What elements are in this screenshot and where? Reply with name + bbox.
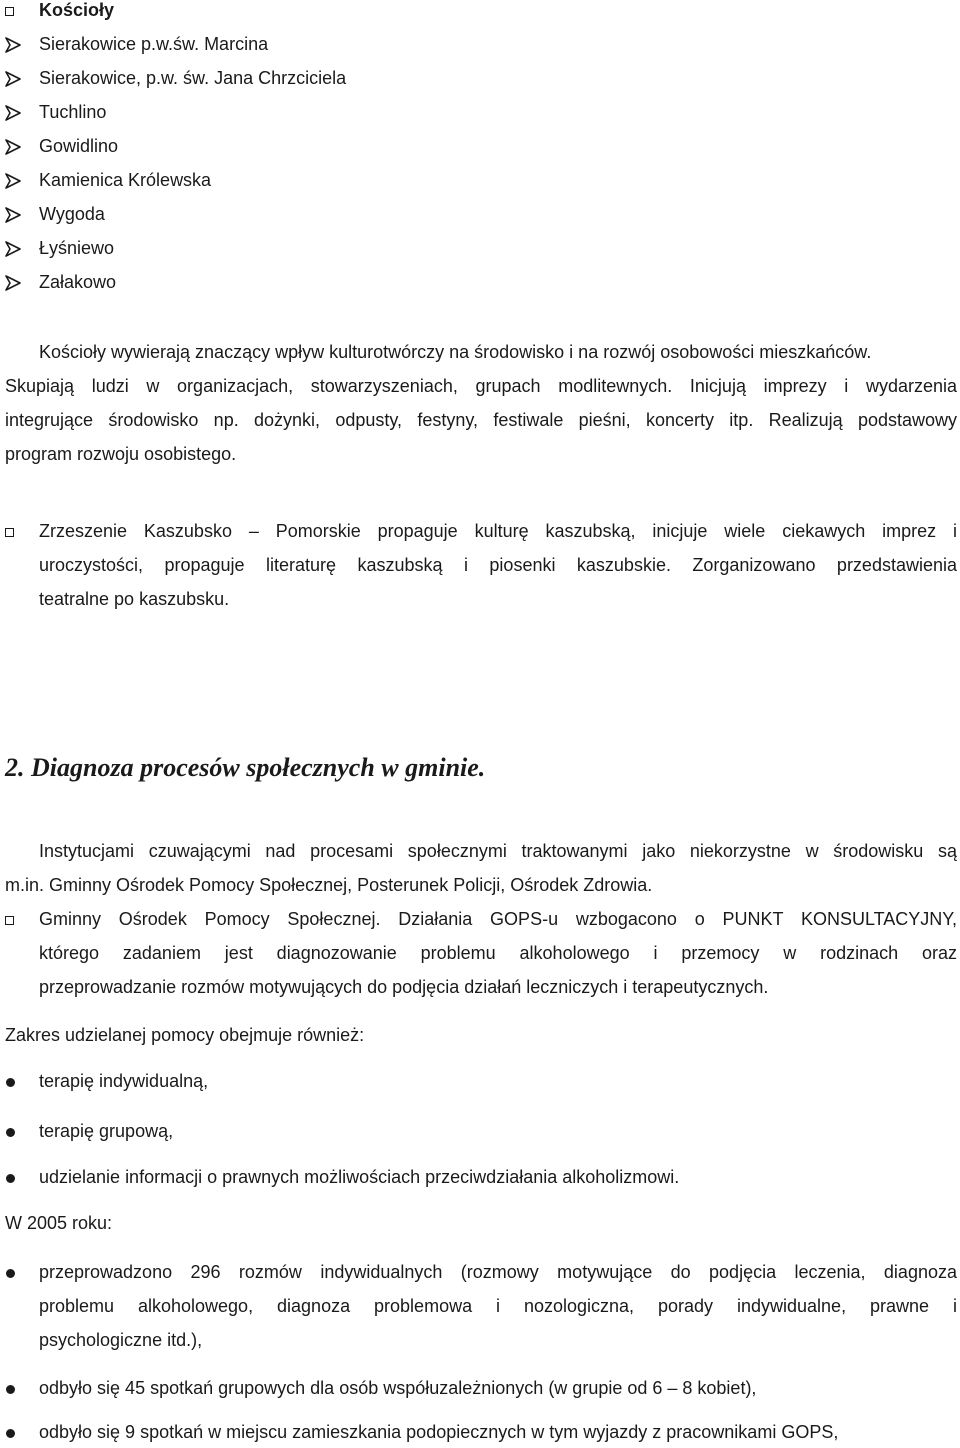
paragraph-line: integrujące środowisko np. dożynki, odpusty, festyny, festiwale pieśni, koncerty itp. Realizują podstawowy bbox=[5, 410, 957, 430]
year-title: W 2005 roku: bbox=[5, 1213, 113, 1233]
arrow-bullet-icon bbox=[4, 105, 22, 121]
paragraph-line: Zrzeszenie Kaszubsko – Pomorskie propaguje kulturę kaszubską, inicjuje wiele ciekawych imprez i bbox=[39, 521, 957, 541]
scope-title: Zakres udzielanej pomocy obejmuje również: bbox=[5, 1025, 365, 1045]
list-item: terapię grupową, bbox=[39, 1121, 174, 1141]
list-item: Łyśniewo bbox=[39, 238, 115, 258]
arrow-bullet-icon bbox=[4, 241, 22, 257]
bullet-dot-icon bbox=[6, 1429, 15, 1438]
list-item: Wygoda bbox=[39, 204, 105, 224]
list-item: Tuchlino bbox=[39, 102, 107, 122]
list-item: Sierakowice, p.w. św. Jana Chrzciciela bbox=[39, 68, 347, 88]
paragraph-line: m.in. Gminny Ośrodek Pomocy Społecznej, Posterunek Policji, Ośrodek Zdrowia. bbox=[5, 875, 653, 895]
paragraph-line: Kościoły wywierają znaczący wpływ kulturotwórczy na środowisko i na rozwój osobowości mieszkańców. bbox=[39, 342, 872, 362]
arrow-bullet-icon bbox=[4, 275, 22, 291]
bullet-dot-icon bbox=[6, 1385, 15, 1394]
list-item: Gowidlino bbox=[39, 136, 119, 156]
list-item: Kamienica Królewska bbox=[39, 170, 212, 190]
paragraph-line: którego zadaniem jest diagnozowanie problemu alkoholowego i przemocy w rodzinach oraz bbox=[39, 943, 957, 963]
arrow-bullet-icon bbox=[4, 173, 22, 189]
paragraph-line: teatralne po kaszubsku. bbox=[39, 589, 230, 609]
arrow-bullet-icon bbox=[4, 37, 22, 53]
arrow-bullet-icon bbox=[4, 139, 22, 155]
checkbox-square-icon bbox=[5, 7, 14, 16]
list-item: terapię indywidualną, bbox=[39, 1071, 209, 1091]
paragraph-line: przeprowadzanie rozmów motywujących do podjęcia działań leczniczych i terapeutycznych. bbox=[39, 977, 769, 997]
section-heading: 2. Diagnoza procesów społecznych w gminie. bbox=[5, 753, 486, 782]
bullet-dot-icon bbox=[6, 1269, 15, 1278]
paragraph-line: psychologiczne itd.), bbox=[39, 1330, 203, 1350]
list-item: Załakowo bbox=[39, 272, 117, 292]
paragraph-line: Gminny Ośrodek Pomocy Społecznej. Działania GOPS-u wzbogacono o PUNKT KONSULTACYJNY, bbox=[39, 909, 957, 929]
paragraph-line: program rozwoju osobistego. bbox=[5, 444, 237, 464]
paragraph-line: Skupiają ludzi w organizacjach, stowarzyszeniach, grupach modlitewnych. Inicjują imprezy i wydarzenia bbox=[5, 376, 957, 396]
arrow-bullet-icon bbox=[4, 71, 22, 87]
paragraph-line: problemu alkoholowego, diagnoza problemowa i nozologiczna, porady indywidualne, prawne i bbox=[39, 1296, 957, 1316]
bullet-dot-icon bbox=[6, 1128, 15, 1137]
bullet-dot-icon bbox=[6, 1174, 15, 1183]
list-item: odbyło się 45 spotkań grupowych dla osób współuzależnionych (w grupie od 6 – 8 kobiet), bbox=[39, 1378, 757, 1398]
checkbox-square-icon bbox=[5, 528, 14, 537]
checkbox-square-icon bbox=[5, 916, 14, 925]
paragraph-line: przeprowadzono 296 rozmów indywidualnych (rozmowy motywujące do podjęcia leczenia, diagnoza bbox=[39, 1262, 957, 1282]
list-item: udzielanie informacji o prawnych możliwościach przeciwdziałania alkoholizmowi. bbox=[39, 1167, 680, 1187]
bullet-dot-icon bbox=[6, 1078, 15, 1087]
churches-title: Kościoły bbox=[39, 0, 115, 20]
list-item: odbyło się 9 spotkań w miejscu zamieszkania podopiecznych w tym wyjazdy z pracownikami GOPS, bbox=[39, 1422, 839, 1442]
list-item: Sierakowice p.w.św. Marcina bbox=[39, 34, 269, 54]
arrow-bullet-icon bbox=[4, 207, 22, 223]
paragraph-line: uroczystości, propaguje literaturę kaszubską i piosenki kaszubskie. Zorganizowano przedstawienia bbox=[39, 555, 957, 575]
paragraph-line: Instytucjami czuwającymi nad procesami społecznymi traktowanymi jako niekorzystne w środowisku są bbox=[39, 841, 957, 861]
